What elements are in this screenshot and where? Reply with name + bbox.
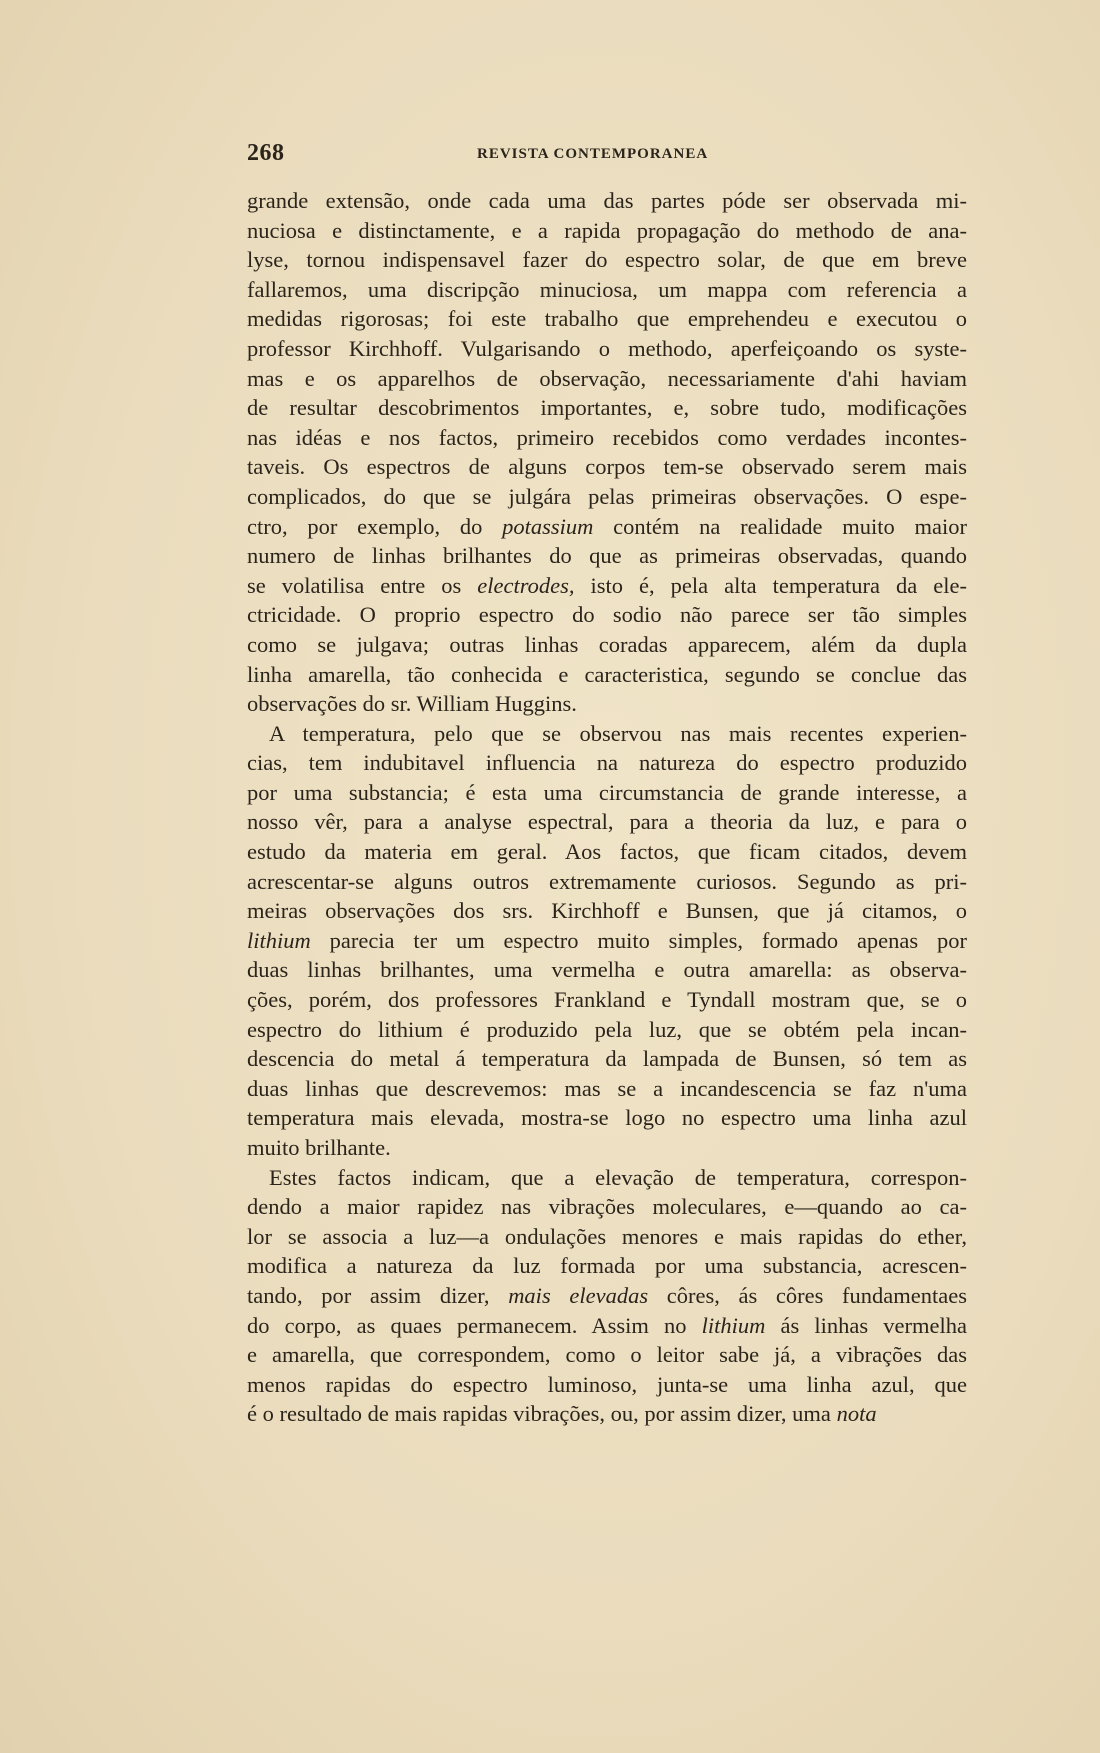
text-run: do corpo, as quaes permanecem. Assim no	[247, 1312, 702, 1338]
text-run: duas linhas brilhantes, uma vermelha e outra amarella: as observa-	[247, 957, 967, 983]
text-run: isto é, pela alta temperatura da ele-	[574, 572, 967, 598]
running-head: REVISTA CONTEMPORANEA	[477, 146, 709, 162]
paragraph	[247, 719, 967, 1163]
text-run: nas idéas e nos factos, primeiro recebidos como verdades incontes-	[247, 424, 967, 450]
text-line	[247, 600, 967, 630]
text-run: numero de linhas brilhantes do que as primeiras observadas, quando	[247, 543, 967, 569]
italic-term: potassium	[502, 513, 594, 539]
text-run: complicados, do que se julgára pelas primeiras observações. O espe-	[247, 483, 967, 509]
text-run: acrescentar-se alguns outros extremamente curiosos. Segundo as pri-	[247, 868, 967, 894]
text-run: taveis. Os espectros de alguns corpos tem-se observado serem mais	[247, 454, 967, 480]
page-number: 268	[247, 140, 285, 166]
text-run: como se julgava; outras linhas coradas apparecem, além da dupla	[247, 631, 967, 657]
text-line	[247, 482, 967, 512]
text-run: é o resultado de mais rapidas vibrações, ou, por assim dizer, uma	[247, 1401, 837, 1427]
text-line	[247, 1281, 967, 1311]
text-run: espectro do lithium é produzido pela luz, que se obtém pela incan-	[247, 1016, 967, 1042]
italic-term: lithium	[701, 1312, 766, 1338]
text-run: por uma substancia; é esta uma circumstancia de grande interesse, a	[247, 779, 967, 805]
text-run: Estes factos indicam, que a elevação de temperatura, correspon-	[269, 1164, 967, 1190]
text-line	[247, 304, 967, 334]
text-line	[247, 1340, 967, 1370]
text-line	[247, 1044, 967, 1074]
text-line	[247, 186, 967, 216]
text-run: ctro, por exemplo, do	[247, 513, 503, 539]
text-line	[247, 1163, 967, 1193]
text-run: ções, porém, dos professores Frankland e Tyndall mostram que, se o	[247, 987, 967, 1013]
text-line	[247, 364, 967, 394]
text-line	[247, 896, 967, 926]
text-run: se volatilisa entre os	[247, 572, 478, 598]
text-line	[247, 334, 967, 364]
text-run: medidas rigorosas; foi este trabalho que emprehendeu e executou o	[247, 306, 967, 332]
text-line	[247, 1103, 967, 1133]
italic-term: lithium	[247, 927, 311, 953]
text-run: linha amarella, tão conhecida e caracteristica, segundo se conclue das	[247, 661, 967, 687]
text-line	[247, 837, 967, 867]
text-line	[247, 393, 967, 423]
text-run: nuciosa e distinctamente, e a rapida propagação do methodo de ana-	[247, 217, 967, 243]
text-line	[247, 748, 967, 778]
paragraph	[247, 1163, 967, 1429]
text-run: muito brilhante.	[247, 1135, 391, 1160]
text-line	[247, 630, 967, 660]
text-run: modifica a natureza da luz formada por uma substancia, acrescen-	[247, 1253, 967, 1279]
text-line	[247, 1222, 967, 1252]
text-line	[247, 1251, 967, 1281]
text-run: ctricidade. O proprio espectro do sodio não parece ser tão simples	[247, 602, 967, 628]
text-run: côres, ás côres fundamentaes	[648, 1282, 967, 1308]
italic-term: electrodes,	[477, 572, 575, 598]
italic-term: mais elevadas	[508, 1282, 649, 1308]
text-run: menos rapidas do espectro luminoso, junta-se uma linha azul, que	[247, 1371, 967, 1397]
text-run: mas e os apparelhos de observação, necessariamente d'ahi haviam	[247, 365, 967, 391]
italic-term: nota	[836, 1401, 877, 1427]
text-line	[247, 807, 967, 837]
text-run: estudo da materia em geral. Aos factos, que ficam citados, devem	[247, 839, 967, 865]
text-line	[247, 985, 967, 1015]
text-line	[247, 719, 967, 749]
text-line	[247, 1133, 967, 1163]
text-line	[247, 867, 967, 897]
text-run: e amarella, que correspondem, como o leitor sabe já, a vibrações das	[247, 1342, 967, 1368]
page-header	[247, 140, 967, 170]
text-line	[247, 571, 967, 601]
text-run: contém na realidade muito maior	[593, 513, 968, 539]
text-line	[247, 452, 967, 482]
text-line	[247, 689, 967, 719]
text-run: de resultar descobrimentos importantes, e, sobre tudo, modificações	[247, 395, 967, 421]
text-line	[247, 216, 967, 246]
text-line	[247, 1192, 967, 1222]
text-line	[247, 1311, 967, 1341]
text-run: A temperatura, pelo que se observou nas mais recentes experien-	[269, 720, 967, 746]
text-run: fallaremos, uma discripção minuciosa, um mappa com referencia a	[247, 276, 967, 302]
text-run: meiras observações dos srs. Kirchhoff e Bunsen, que já citamos, o	[247, 898, 967, 924]
text-run: parecia ter um espectro muito simples, formado apenas por	[310, 927, 967, 953]
text-line	[247, 1370, 967, 1400]
text-line	[247, 245, 967, 275]
text-line	[247, 778, 967, 808]
text-run: duas linhas que descrevemos: mas se a incandescencia se faz n'uma	[247, 1075, 967, 1101]
text-line	[247, 1015, 967, 1045]
text-line	[247, 660, 967, 690]
text-line	[247, 955, 967, 985]
text-line	[247, 1399, 967, 1429]
text-run: nosso vêr, para a analyse espectral, para a theoria da luz, e para o	[247, 809, 967, 835]
text-run: grande extensão, onde cada uma das partes póde ser observada mi-	[247, 188, 967, 213]
text-run: temperatura mais elevada, mostra-se logo no espectro uma linha azul	[247, 1105, 967, 1131]
text-run: dendo a maior rapidez nas vibrações moleculares, e—quando ao ca-	[247, 1194, 967, 1220]
text-run: cias, tem indubitavel influencia na natureza do espectro produzido	[247, 750, 967, 776]
text-line	[247, 275, 967, 305]
text-run: lyse, tornou indispensavel fazer do espectro solar, de que em breve	[247, 247, 967, 273]
text-line	[247, 541, 967, 571]
text-run: lor se associa a luz—a ondulações menores e mais rapidas do ether,	[247, 1223, 967, 1249]
text-line	[247, 512, 967, 542]
body-text	[247, 186, 967, 1429]
text-run: observações do sr. William Huggins.	[247, 691, 577, 717]
text-run: professor Kirchhoff. Vulgarisando o methodo, aperfeiçoando os syste-	[247, 335, 967, 361]
text-line	[247, 1074, 967, 1104]
text-line	[247, 926, 967, 956]
paragraph	[247, 186, 967, 719]
text-run: ás linhas vermelha	[765, 1312, 967, 1338]
text-line	[247, 423, 967, 453]
text-run: tando, por assim dizer,	[247, 1282, 509, 1308]
text-run: descencia do metal á temperatura da lampada de Bunsen, só tem as	[247, 1046, 967, 1072]
